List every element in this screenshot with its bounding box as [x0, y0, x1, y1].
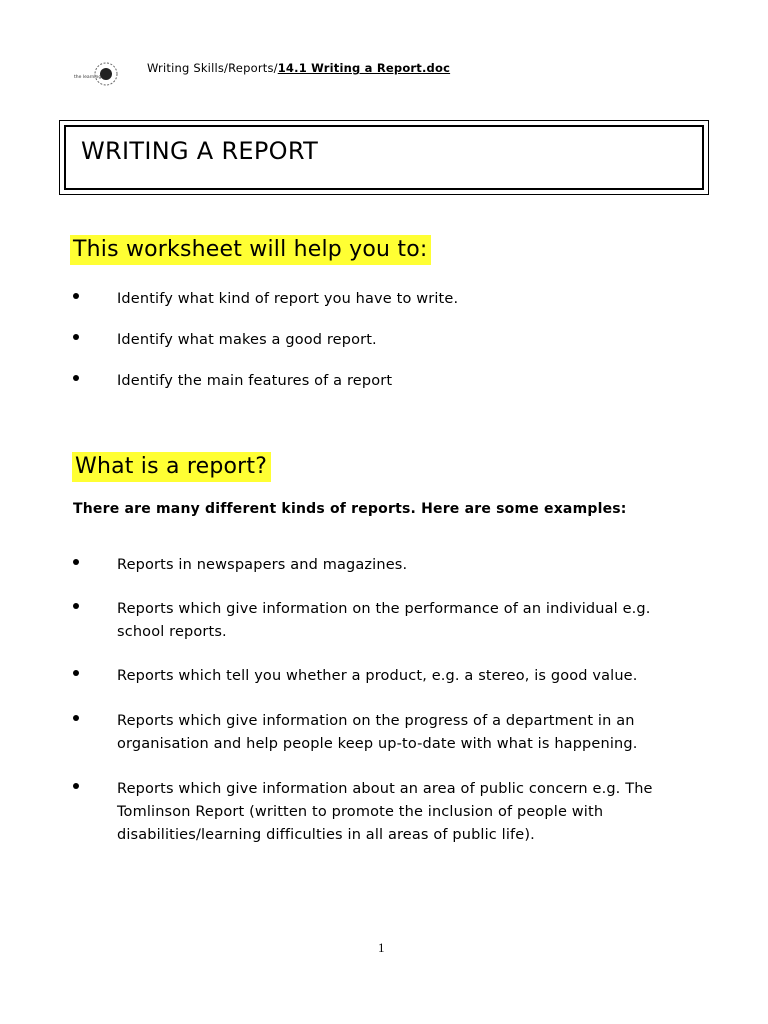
- page-title: WRITING A REPORT: [81, 137, 319, 165]
- bullet-icon: [73, 603, 79, 609]
- list-item-text: Reports in newspapers and magazines.: [117, 557, 408, 573]
- page-number: 1: [378, 940, 385, 955]
- list-item-text: Identify what makes a good report.: [117, 332, 377, 348]
- bullet-icon: [73, 375, 79, 381]
- list-item-text: Identify what kind of report you have to write.: [117, 291, 459, 307]
- list-item-text: Reports which give information on the progress of a department in an organisation and help people keep up-to-date with what is happening.: [117, 713, 638, 752]
- section-heading-what-is-report: What is a report?: [72, 452, 271, 482]
- file-name: 14.1 Writing a Report.doc: [277, 61, 451, 75]
- bullet-icon: [73, 293, 79, 299]
- title-box: [59, 120, 709, 195]
- list-item-text: Reports which give information about an area of public concern e.g. The Tomlinson Report (written to promote the inclusion of people with disabilities/learning difficulties in all areas of public life).: [117, 781, 653, 843]
- path-prefix: Writing Skills/Reports/: [147, 61, 278, 75]
- bullet-icon: [73, 783, 79, 789]
- list-item-text: Reports which tell you whether a product, e.g. a stereo, is good value.: [117, 668, 638, 684]
- bullet-icon: [73, 715, 79, 721]
- list-item-text: Reports which give information on the performance of an individual e.g. school reports.: [117, 601, 651, 640]
- document-path: [147, 61, 450, 75]
- list-item-text: Identify the main features of a report: [117, 373, 393, 389]
- section-heading-objectives: This worksheet will help you to:: [70, 235, 431, 265]
- bullet-icon: [73, 559, 79, 565]
- examples-intro: There are many different kinds of reports. Here are some examples:: [73, 501, 627, 517]
- bullet-icon: [73, 334, 79, 340]
- learning-logo: [72, 56, 128, 96]
- logo-text: the learning: [74, 75, 102, 80]
- bullet-icon: [73, 670, 79, 676]
